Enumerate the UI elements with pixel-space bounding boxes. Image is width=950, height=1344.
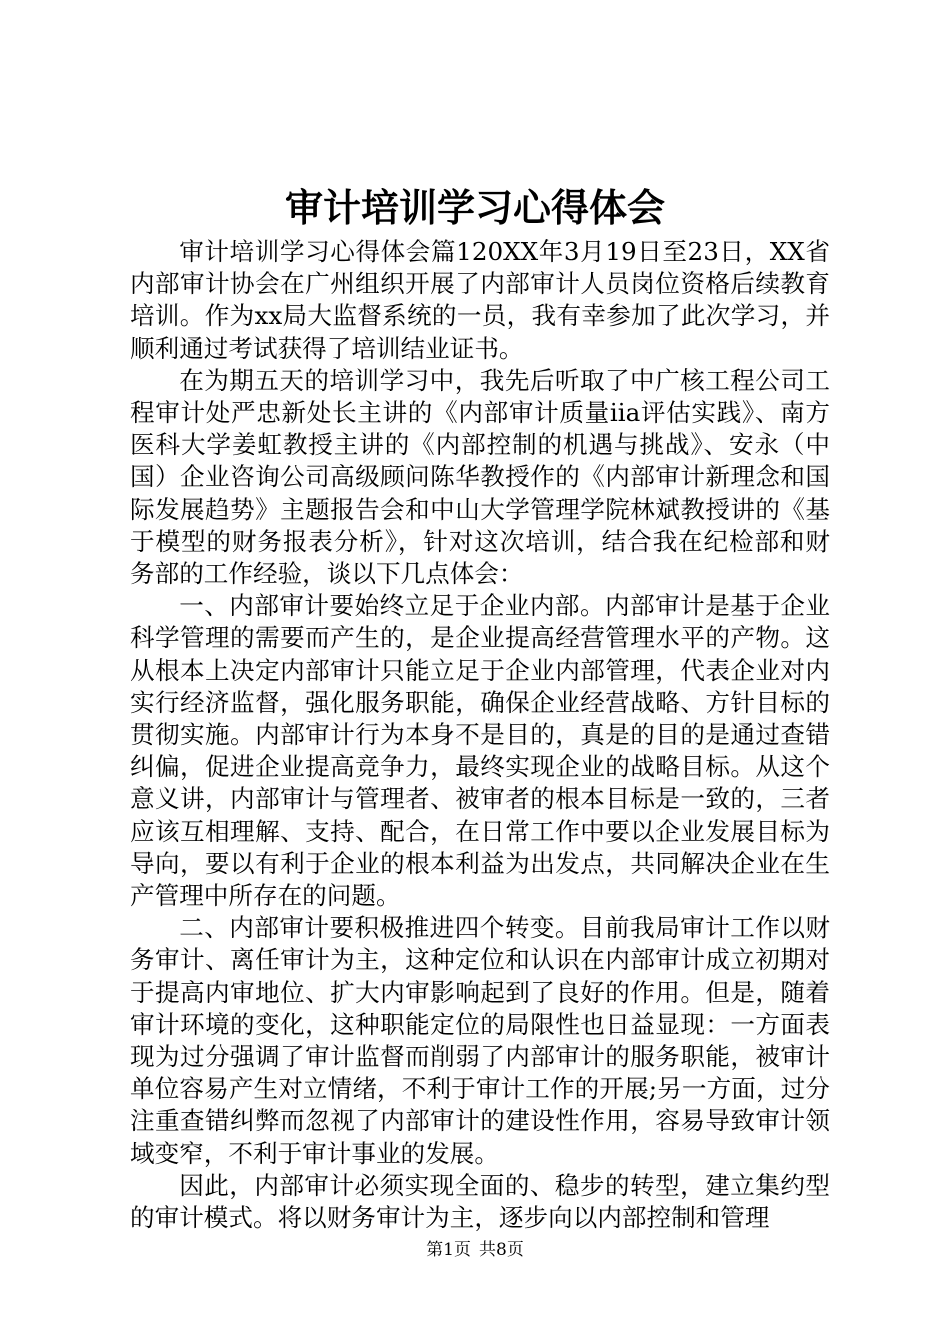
paragraph-point-two: 二、内部审计要积极推进四个转变。目前我局审计工作以财务审计、离任审计为主，这种定位和认识在内部审计成立初期对于提高内审地位、扩大内审影响起到了良好的作用。但是，随着审计环境的变化，这种职能定位的局限性也日益显现：一方面表现为过分强调了审计监督而削弱了内部审计的服务职能，被审计单位容易产生对立情绪，不利于审计工作的开展;另一方面，过分注重查错纠弊而忽视了内部审计的建设性作用，容易导致审计领域变窄，不利于审计事业的发展。	[130, 913, 830, 1168]
document-body	[130, 236, 830, 1234]
paragraph-conclusion: 因此，内部审计必须实现全面的、稳步的转型，建立集约型的审计模式。将以财务审计为主，逐步向以内部控制和管理	[130, 1170, 830, 1233]
paragraph-point-one: 一、内部审计要始终立足于企业内部。内部审计是基于企业科学管理的需要而产生的，是企业提高经营管理水平的产物。这从根本上决定内部审计只能立足于企业内部管理，代表企业对内实行经济监督，强化服务职能，确保企业经营战略、方针目标的贯彻实施。内部审计行为本身不是目的，真是的目的是通过查错纠偏，促进企业提高竞争力，最终实现企业的战略目标。从这个意义讲，内部审计与管理者、被审者的根本目标是一致的，三者应该互相理解、支持、配合，在日常工作中要以企业发展目标为导向，要以有利于企业的根本利益为出发点，共同解决企业在生产管理中所存在的问题。	[130, 591, 830, 911]
page-footer	[0, 1238, 950, 1262]
paragraph-intro: 审计培训学习心得体会篇120XX年3月19日至23日，XX省内部审计协会在广州组织开展了内部审计人员岗位资格后续教育培训。作为xx局大监督系统的一员，我有幸参加了此次学习，并顺利通过考试获得了培训结业证书。	[130, 237, 830, 363]
document-title: 审计培训学习心得体会	[284, 185, 665, 230]
page-number: 第1页	[426, 1240, 471, 1260]
page-total: 共8页	[479, 1240, 524, 1260]
paragraph-training-sessions: 在为期五天的培训学习中，我先后听取了中广核工程公司工程审计处严忠新处长主讲的《内部审计质量iia评估实践》、南方医科大学姜虹教授主讲的《内部控制的机遇与挑战》、安永（中国）企业咨询公司高级顾问陈华教授作的《内部审计新理念和国际发展趋势》主题报告会和中山大学管理学院林斌教授讲的《基于模型的财务报表分析》，针对这次培训，结合我在纪检部和财务部的工作经验，谈以下几点体会：	[130, 365, 830, 589]
